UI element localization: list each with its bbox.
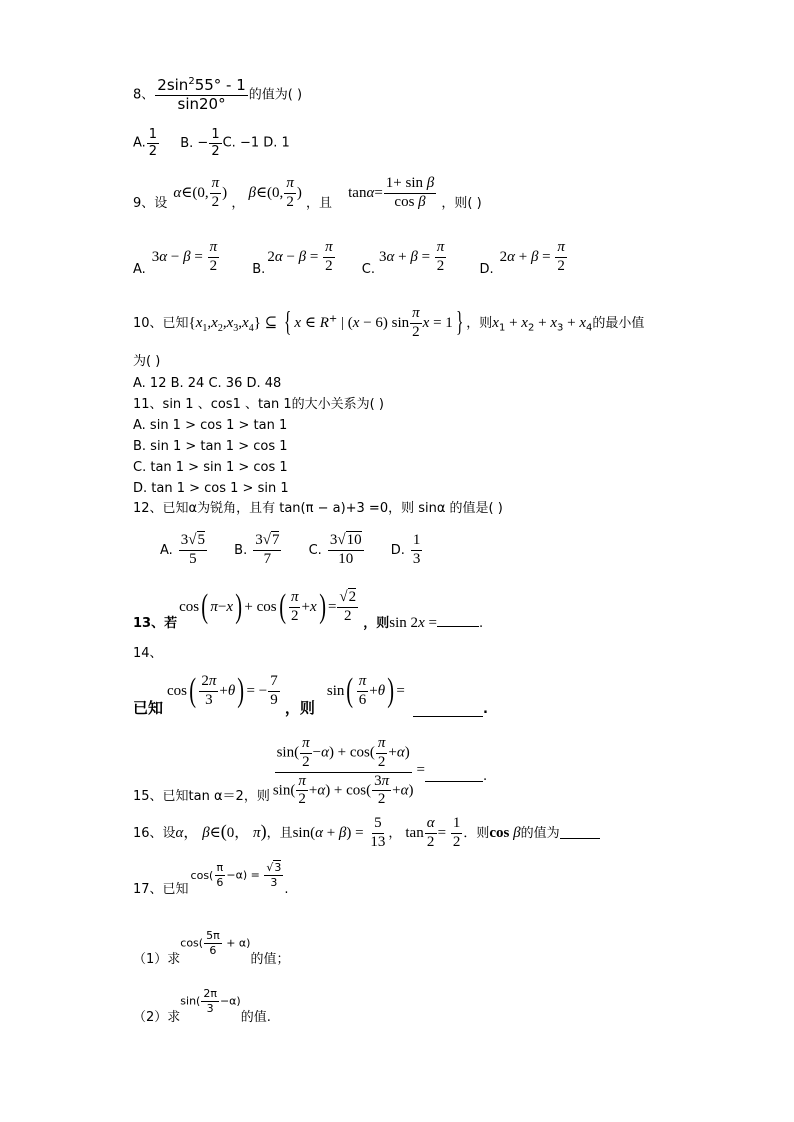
q8-line — [133, 77, 302, 113]
q8-tail: 的值为( ) — [248, 87, 303, 103]
q14-line: 已知cos( $\frac{2\pi}{3}$ +θ) = − $\frac{7}{9}$ ，则sin( $\frac{\pi}{6}$ +θ) = . — [133, 672, 488, 717]
q17-part1: （1）求cos( $\frac{5\pi}{6}$ + α)的值； — [133, 929, 290, 967]
q8-number: 8、 — [133, 87, 155, 103]
q14-number: 14、 — [133, 646, 163, 661]
q8-options: A. $\frac{1}{2}$ B. − $\frac{1}{2}$ C. −1 D. 1 — [133, 127, 290, 159]
q8-fraction: $\frac{2\sin^255^\circ - 1}{\sin 20^\circ}$ — [157, 76, 246, 113]
q12-stem: 12、已知α为锐角，且有 tan(π − a)+3 =0，则 sinα 的值是( ) — [133, 501, 503, 516]
q11-option-b: B. sin 1 > tan 1 > cos 1 — [133, 439, 288, 454]
q11-stem: 11、sin 1 、cos1 、tan 1的大小关系为( ) — [133, 397, 384, 412]
q16-line: 16、设α， β∈(0， π)，且sin(α + β) = $\frac{5}{13}$ ， tan $\frac{\alpha}{2}$ = $\frac{1}{2}$ ．则cos β的值为 — [133, 816, 600, 851]
q17-part2: （2）求sin( $\frac{2\pi}{3}$ −α)的值. — [133, 987, 271, 1025]
q13-line: 13、若cos( π−x) + cos( $\frac{\pi}{2}$ +x) = $\frac{√2}{2}$ ，则sin 2x = . — [133, 588, 484, 631]
q12-options: A. $\frac{3√5}{5}$ B. $\frac{3√7}{7}$ C. $\frac{3√10}{10}$ D. $\frac{1}{3}$ — [160, 532, 421, 567]
q11-option-a: A. sin 1 > cos 1 > tan 1 — [133, 418, 288, 433]
q10-options: A. 12 B. 24 C. 36 D. 48 — [133, 376, 282, 391]
q15-line: 15、已知tan α＝2，则 sin( $\frac{\pi}{2}$ −α) + cos( $\frac{\pi}{2}$ +α) sin( $\frac{\pi}{2}$ +α) + cos( $\frac{3\pi}{2}$ +α) = . — [133, 735, 488, 808]
q9-options: A.3α − β = $\frac{\pi}{2}$ B.2α − β = $\frac{\pi}{2}$ C.3α + β = $\frac{\pi}{2}$ D.2α + β = $\frac{\pi}{2}$ — [133, 239, 565, 277]
q9-line: 9、设 α∈(0, $\frac{\pi}{2}$ ) ， β∈(0, $\frac{\pi}{2}$ ) ，且 tanα= $\frac{\text{1+ sin β}}{\text{cos β}}$ ，则( ) — [133, 175, 482, 211]
q11-option-c: C. tan 1 > sin 1 > cos 1 — [133, 460, 288, 475]
q17-line: 17、已知cos( $\frac{\pi}{6}$ −α) = $\frac{√3}{3}$ . — [133, 861, 289, 897]
q10-line2: 为( ) — [133, 354, 161, 369]
q11-option-d: D. tan 1 > cos 1 > sin 1 — [133, 481, 289, 496]
q10-line: 10、已知$\{x_1,x_2,x_3,x_4\}$ ⊆ { x ∈ R+ | (x − 6) sin $\frac{\pi}{2}$ x = 1 } ，则$x_1 + x_2 + x_3 + x_4$的最小值 — [133, 305, 645, 340]
